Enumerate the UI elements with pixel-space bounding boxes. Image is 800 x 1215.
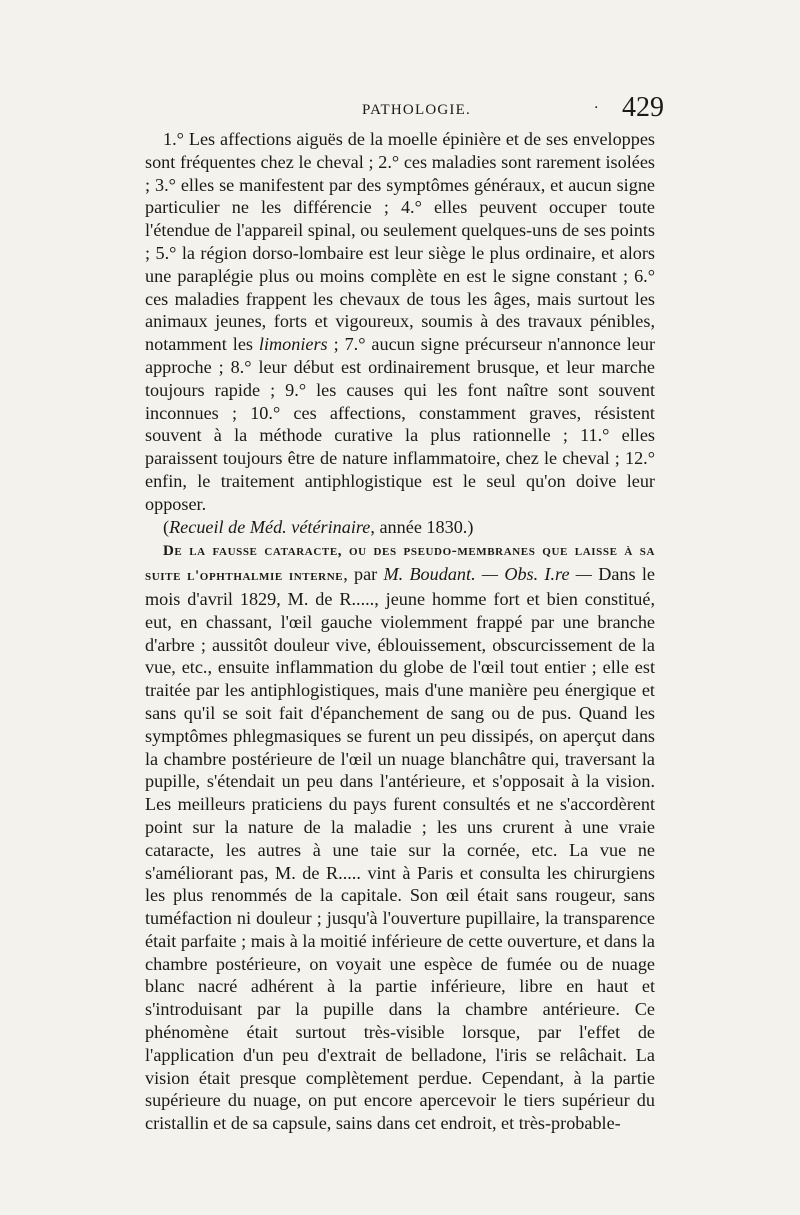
- header-mark: ·: [594, 100, 599, 116]
- observation-label: — Obs. I.re —: [475, 564, 592, 585]
- citation-source: Recueil de Méd. vétérinaire: [169, 516, 371, 537]
- running-title: PATHOLOGIE.: [362, 102, 471, 118]
- paragraph-conclusions: [145, 128, 655, 516]
- citation-year: , année 1830.): [370, 516, 474, 537]
- page-number: 429: [622, 92, 664, 123]
- article-byline: , par: [343, 564, 384, 585]
- article-text: Dans le mois d'avril 1829, M. de R....., jeune homme fort et bien constitué, eut, en chassant, l'œil gauche violemment frappé par une branche d'arbre ; aussitôt douleur vive, éblouissement, obscurcissement de la vue, etc., ensuite inflammation du globe de l'œil tout entier ; elle est traitée par les antiphlogistiques, mais d'une manière peu énergique et sans qu'il se soit fait d'épanchement de sang ou de pus. Quand les symptômes phlegmasiques se furent un peu dissipés, on aperçut dans la chambre postérieure de l'œil un nuage blanchâtre qui, traversant la pupille, s'étendait un peu dans l'antérieure, et s'opposait à la vision. Les meilleurs praticiens du pays furent consultés et ne s'accordèrent point sur la nature de la maladie ; les uns crurent à une vraie cataracte, les autres à une taie sur la cornée, etc. La vue ne s'améliorant pas, M. de R..... vint à Paris et consulta les chirurgiens les plus renommés de la capitale. Son œil était sans rougeur, sans tuméfaction ni douleur ; jusqu'à l'ouverture pupillaire, la transparence était parfaite ; mais à la moitié inférieure de cette ouverture, et dans la chambre postérieure, on voyait une espèce de fumée ou de nuage blanc nacré adhérent à la partie inférieure, libre en haut et s'introduisant par la pupille dans la chambre antérieure. Ce phénomène était surtout très-visible lorsque, par l'effet de l'application d'un peu d'extrait de belladone, l'iris se relâchait. La vision était presque complètement perdue. Cependant, à la partie supérieure du nuage, on put encore apercevoir le tiers supérieur du cristallin et de sa capsule, sains dans cet endroit, et très-probable-: [145, 564, 655, 1134]
- article-paragraph: [145, 538, 655, 1135]
- paragraph-text-continued: ; 7.° aucun signe précurseur n'annonce leur approche ; 8.° leur début est ordinairement brusque, et leur marche toujours rapide ; 9.° les causes qui les font naître sont souvent inconnues ; 10.° ces affections, constamment graves, résistent souvent à la méthode curative la plus rationnelle ; 11.° elles paraissent toujours être de nature inflammatoire, chez le cheval ; 12.° enfin, le traitement antiphlogistique est le seul qu'on doive leur opposer.: [145, 334, 655, 514]
- citation-line: [145, 516, 655, 539]
- article-author: M. Boudant.: [383, 564, 476, 585]
- article-title: De la fausse cataracte, ou des pseudo-membranes que laisse à sa suite l'ophthalmie interne: [145, 543, 655, 585]
- citation-open: (: [163, 516, 170, 537]
- italic-term: limoniers: [258, 334, 328, 355]
- body-text: [145, 128, 655, 1135]
- paragraph-text: 1.° Les affections aiguës de la moelle épinière et de ses enveloppes sont fréquentes chez le cheval ; 2.° ces maladies sont rarement isolées ; 3.° elles se manifestent par des symptômes généraux, et aucun signe particulier ne les différencie ; 4.° elles peuvent occuper toute l'étendue de l'appareil spinal, ou seulement quelques-uns de ses points ; 5.° la région dorso-lombaire est leur siège le plus ordinaire, et alors une paraplégie plus ou moins complète en est le signe constant ; 6.° ces maladies frappent les chevaux de tous les âges, mais surtout les animaux jeunes, forts et vigoureux, soumis à des travaux pénibles, notamment les: [145, 129, 655, 355]
